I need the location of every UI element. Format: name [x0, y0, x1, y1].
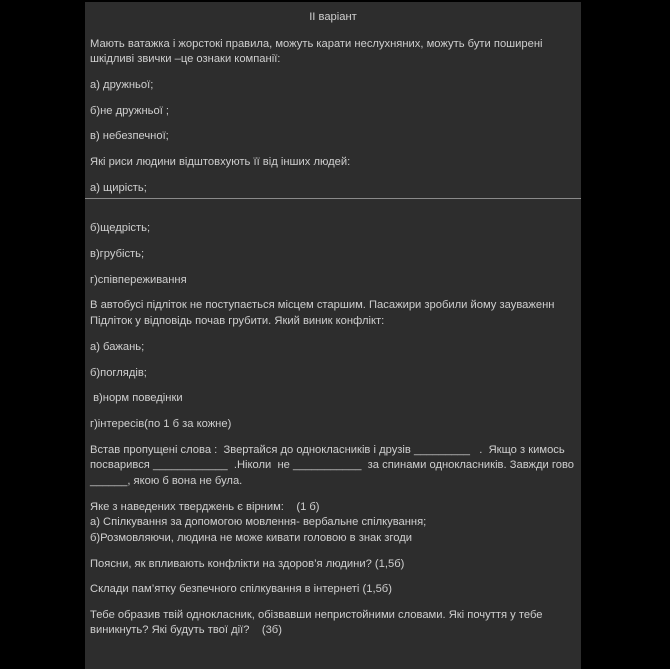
- question-3-option-c: в)норм поведінки: [90, 392, 183, 404]
- question-1-option-c: в) небезпечної;: [90, 130, 169, 142]
- question-2-option-a: а) щирість;: [90, 182, 147, 194]
- question-3-text-line-2: Підліток у відповідь почав грубити. Який виник конфлікт:: [90, 315, 385, 327]
- question-4-text-line-3: ______, якою б вона не була.: [90, 475, 243, 487]
- question-2-option-b: б)щедрість;: [90, 222, 151, 234]
- question-5-text-line-1: Яке з наведених тверджень є вірним: (1 б): [90, 501, 320, 513]
- question-8-text-line-1: Тебе образив твій однокласник, обізвавши непристойними словами. Які почуття у тебе: [90, 609, 543, 621]
- question-1-text-line-2: шкідливі звички –це ознаки компанії:: [90, 53, 281, 65]
- question-4-text-line-2: посварився ____________ .Ніколи не ___________ за спинами однокласників. Завжди гово: [90, 459, 574, 471]
- question-1-option-b: б)не дружньої ;: [90, 105, 170, 117]
- document-page: [85, 2, 581, 669]
- question-4-text-line-1: Встав пропущені слова : Звертайся до однокласників і друзів _________ . Якщо з кимось: [90, 444, 565, 456]
- page-title: II варіант: [309, 11, 357, 23]
- question-1-option-a: а) дружньої;: [90, 79, 154, 91]
- question-6-text: Поясни, як впливають конфлікти на здоров’я людини? (1,5б): [90, 558, 405, 570]
- question-5-text-line-3: б)Розмовляючи, людина не може кивати головою в знак згоди: [90, 532, 412, 544]
- question-8-text-line-2: виникнуть? Які будуть твої дії? (3б): [90, 624, 282, 636]
- question-5-text-line-2: а) Спілкування за допомогою мовлення- вербальне спілкування;: [90, 516, 427, 528]
- question-3-text-line-1: В автобусі підліток не поступається місцем старшим. Пасажири зробили йому зауваженн: [90, 299, 555, 311]
- question-3-option-d: г)інтересів(по 1 б за кожне): [90, 418, 232, 430]
- question-3-option-a: а) бажань;: [90, 341, 145, 353]
- question-1-text-line-1: Мають ватажка і жорстокі правила, можуть карати неслухняних, можуть бути поширені: [90, 38, 543, 50]
- question-2-option-c: в)грубість;: [90, 248, 145, 260]
- question-3-option-b: б)поглядів;: [90, 367, 147, 379]
- question-2-option-d: г)співпереживання: [90, 274, 187, 286]
- page-divider: [85, 198, 581, 199]
- question-2-text: Які риси людини відштовхують її від інших людей:: [90, 156, 351, 168]
- question-7-text: Склади пам’ятку безпечного спілкування в інтернеті (1,5б): [90, 583, 392, 595]
